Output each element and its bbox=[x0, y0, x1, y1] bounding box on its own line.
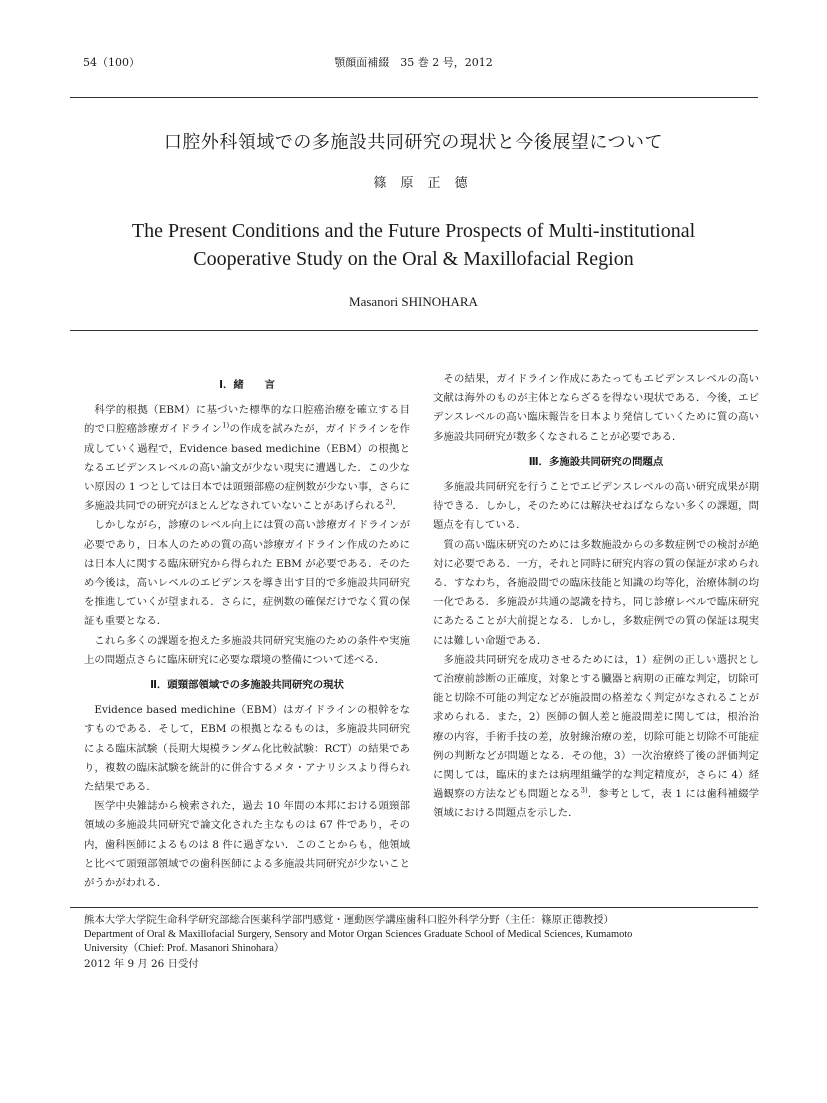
paragraph-text: 科学的根拠（EBM）に基づいた標準的な口腔癌治療を確立する目的で口腔癌診療ガイドライン bbox=[84, 404, 410, 436]
title-japanese: 口腔外科領域での多施設共同研究の現状と今後展望について bbox=[163, 132, 664, 153]
section-1-heading: Ⅰ．緒 言 bbox=[219, 379, 275, 391]
section-1-paragraph-2: しかしながら，診療のレベル向上には質の高い診療ガイドラインが必要であり，日本人のための質の高い診療ガイドライン作成のためには日本人に関する臨床研究から得られた EBM が必要である．そのため今後は，高いレベルのエビデンスを導き出す目的で多施設共同研究を推進していくが望まれる．さらに，症例数の確保だけでなく質の保証も重要となる． bbox=[84, 519, 410, 628]
footnote-line: University（Chief: Prof. Masanori Shinohara） bbox=[84, 943, 285, 954]
title-rule bbox=[70, 330, 758, 331]
citation-ref: 2) bbox=[385, 498, 393, 507]
section-3-paragraph-2: 質の高い臨床研究のためには多数施設からの多数症例での検討が絶対に必要である．一方，それと同時に研究内容の質の保証が求められる．すなわち，各施設間での臨床技能と知識の均等化，治療体制の均一化である．多施設が共通の認識を持ち，同じ診療レベルで臨床研究にあたることが大前提となる．しかし，多数症例での質の保証は現実には難しい命題である． bbox=[433, 538, 759, 647]
paragraph-text: 多施設共同研究を成功させるためには，1）症例の正しい選択として治療前診断の正確度，対象とする臓器と病期の正確な判定，切除可能と切除不可能の判定などが施設間の格差なく判定がなされることが求められる．また，2）医師の個人差と施設間差に関しては，根治治療の内容，手術手技の差，放射線治療の差，切除可能と切除不可能症例の判断などが問題となる．その他，3）一次治療終了後の評価判定に関しては，臨床的または病理組織学的な判定精度が，さらに 4）経過観察の方法なども問題となる bbox=[433, 653, 759, 801]
section-1-paragraph-3: これら多くの課題を抱えた多施設共同研究実施のための条件や実施上の問題点さらに臨床研究に必要な環境の整備について述べる． bbox=[84, 634, 410, 666]
footnote-line: Department of Oral & Maxillofacial Surgery, Sensory and Motor Organ Sciences Graduate School of Medical Sciences, Kumamoto bbox=[84, 928, 633, 940]
footnote-rule bbox=[70, 907, 758, 908]
paragraph-text: ．参考として，表 1 には歯科補綴学領域における問題点を示した． bbox=[433, 788, 760, 820]
footnote-line: 熊本大学大学院生命科学研究部総合医薬科学部門感覚・運動医学講座歯科口腔外科学分野（主任：篠原正德教授） bbox=[84, 914, 614, 926]
title-english-line-1: The Present Conditions and the Future Prospects of Multi-institutional bbox=[131, 220, 696, 242]
section-2-heading: Ⅱ．頭頸部領域での多施設共同研究の現状 bbox=[150, 679, 344, 692]
title-english-line-2: Cooperative Study on the Oral & Maxillofacial Region bbox=[193, 248, 634, 270]
paragraph-text: の作成を試みたが，ガイドラインを作成していく過程で，Evidence based medichine（EBM）の根拠となるエビデンスレベルの高い論文が少ない現実に遭遇した．この少ない原因の 1 つとしては日本では頭頸部癌の症例数が少ない事，さらに多施設共同での研究がほとんどなされていないことがあげられる bbox=[84, 423, 411, 513]
section-3-paragraph-3 bbox=[433, 651, 759, 824]
received-date: 2012 年 9 月 26 日受付 bbox=[84, 957, 199, 970]
section-3-heading: Ⅲ．多施設共同研究の問題点 bbox=[528, 455, 664, 468]
section-2-paragraph-3: その結果，ガイドライン作成にあたってもエビデンスレベルの高い文献は海外のものが主体とならざるを得ない現状である．今後，エビデンスレベルの高い臨床報告を日本より発信していくために質の高い多施設共同研究が数多くなされることが必要である． bbox=[433, 373, 759, 443]
journal-running-header: 顎顔面補綴 35 巻 2 号，2012 bbox=[334, 56, 493, 69]
section-2-paragraph-1: Evidence based medichine（EBM）はガイドラインの根幹をなすものである．そして，EBM の根拠となるものは，多施設共同研究による臨床試験（長期大規模ランダム化比較試験：RCT）の結果であり，複数の臨床試験を統計的に併合するメタ・アナリシスより得られた結果である． bbox=[84, 704, 410, 794]
author-japanese: 篠原正德 bbox=[373, 176, 482, 191]
left-column bbox=[84, 370, 410, 893]
right-column bbox=[433, 370, 759, 824]
affiliation-footnote bbox=[84, 913, 764, 971]
section-3-paragraph-1: 多施設共同研究を行うことでエビデンスレベルの高い研究成果が期待できる．しかし，そのためには解決せねばならない多くの課題，問題点を有している． bbox=[433, 481, 759, 532]
page-number: 54（100） bbox=[83, 56, 140, 69]
author-english: Masanori SHINOHARA bbox=[349, 294, 478, 309]
header-rule bbox=[70, 97, 758, 98]
citation-ref: 3) bbox=[580, 786, 588, 795]
paragraph-text: ． bbox=[392, 500, 403, 513]
citation-ref: 1) bbox=[222, 421, 230, 430]
section-2-paragraph-2: 医学中央雑誌から検索された，過去 10 年間の本邦における頭頸部領域の多施設共同研究で論文化された主なものは 67 件であり，その内，歯科医師によるものは 8 件に過ぎない．このことからも，他領域と比べて頭頸部領域での歯科医師による多施設共同研究が少ないことがうかがわれる． bbox=[84, 800, 410, 890]
section-1-paragraph-1 bbox=[84, 401, 410, 516]
